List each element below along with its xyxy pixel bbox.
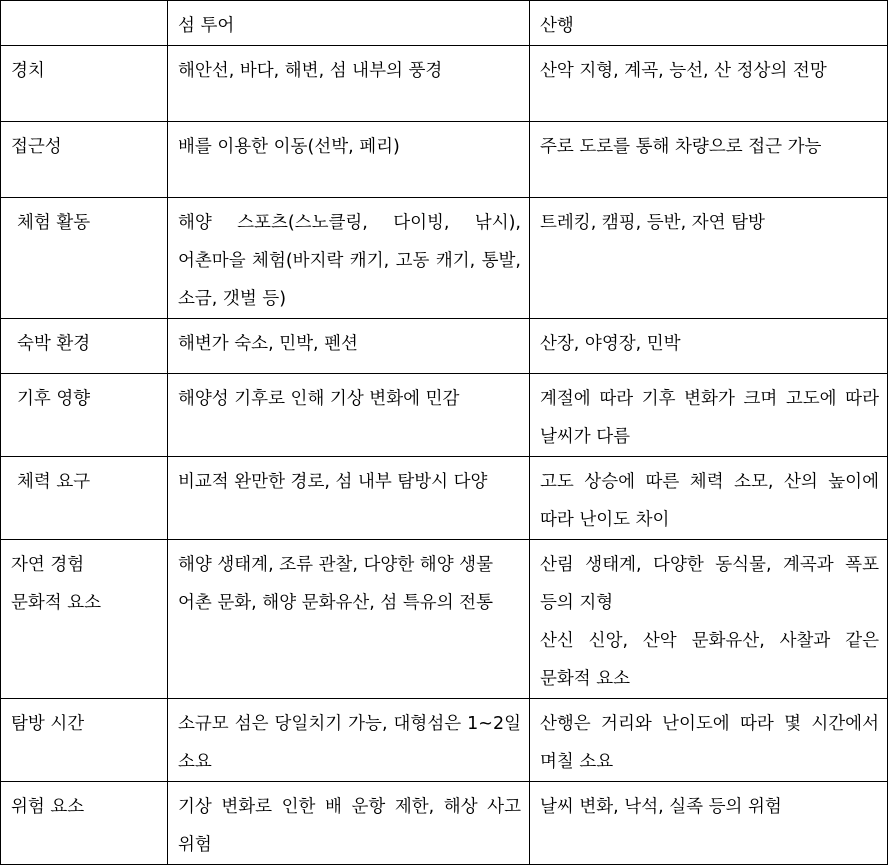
header-cell-island-tour: 섬 투어: [168, 1, 530, 46]
island-cell: 비교적 완만한 경로, 섬 내부 탐방시 다양: [168, 457, 530, 540]
row-label: 체험 활동: [1, 198, 168, 319]
island-cell: 어촌 문화, 해양 문화유산, 섬 특유의 전통: [178, 593, 493, 613]
island-cell: 기상 변화로 인한 배 운항 제한, 해상 사고 위험: [168, 782, 530, 865]
island-cell: 해양 생태계, 조류 관찰, 다양한 해양 생물: [178, 555, 493, 575]
row-label: 탐방 시간: [1, 699, 168, 782]
island-cell-group: [168, 540, 530, 699]
mountain-cell: 산장, 야영장, 민박: [530, 319, 888, 374]
island-cell: 해안선, 바다, 해변, 섬 내부의 풍경: [168, 46, 530, 122]
table-row-stamina: [1, 457, 888, 540]
row-label: 접근성: [1, 122, 168, 198]
island-cell: 배를 이용한 이동(선박, 페리): [168, 122, 530, 198]
mountain-cell: 주로 도로를 통해 차량으로 접근 가능: [530, 122, 888, 198]
row-label: 체력 요구: [1, 457, 168, 540]
island-cell: 소규모 섬은 당일치기 가능, 대형섬은 1~2일 소요: [168, 699, 530, 782]
row-label: 자연 경험: [11, 555, 85, 575]
header-cell-mountain-hiking: 산행: [530, 1, 888, 46]
mountain-cell: 산신 신앙, 산악 문화유산, 사찰과 같은 문화적 요소: [540, 631, 879, 689]
mountain-cell: 트레킹, 캠핑, 등반, 자연 탐방: [530, 198, 888, 319]
table-row-accessibility: [1, 122, 888, 198]
row-label: 경치: [1, 46, 168, 122]
mountain-cell: 고도 상승에 따른 체력 소모, 산의 높이에 따라 난이도 차이: [530, 457, 888, 540]
mountain-cell: 날씨 변화, 낙석, 실족 등의 위험: [530, 782, 888, 865]
island-cell: 해양 스포츠(스노클링, 다이빙, 낚시), 어촌마을 체험(바지락 캐기, 고동 캐기, 통발, 소금, 갯벌 등): [168, 198, 530, 319]
island-cell: 해양성 기후로 인해 기상 변화에 민감: [168, 374, 530, 457]
table-row-nature-culture: [1, 540, 888, 699]
table-row-scenery: [1, 46, 888, 122]
table-row-activities: [1, 198, 888, 319]
row-label: 문화적 요소: [11, 593, 102, 613]
island-cell: 해변가 숙소, 민박, 펜션: [168, 319, 530, 374]
mountain-cell: 계절에 따라 기후 변화가 크며 고도에 따라 날씨가 다름: [530, 374, 888, 457]
header-cell-corner: [1, 1, 168, 46]
row-label: 숙박 환경: [1, 319, 168, 374]
mountain-cell: 산행은 거리와 난이도에 따라 몇 시간에서 며칠 소요: [530, 699, 888, 782]
mountain-cell-group: [530, 540, 888, 699]
row-label: 위험 요소: [1, 782, 168, 865]
row-label: 기후 영향: [1, 374, 168, 457]
mountain-cell: 산림 생태계, 다양한 동식물, 계곡과 폭포 등의 지형: [540, 555, 879, 613]
table-header-row: [1, 1, 888, 46]
table-row-lodging: [1, 319, 888, 374]
table-row-duration: [1, 699, 888, 782]
row-label-group: [1, 540, 168, 699]
table-row-risk: [1, 782, 888, 865]
mountain-cell: 산악 지형, 계곡, 능선, 산 정상의 전망: [530, 46, 888, 122]
table-row-climate: [1, 374, 888, 457]
